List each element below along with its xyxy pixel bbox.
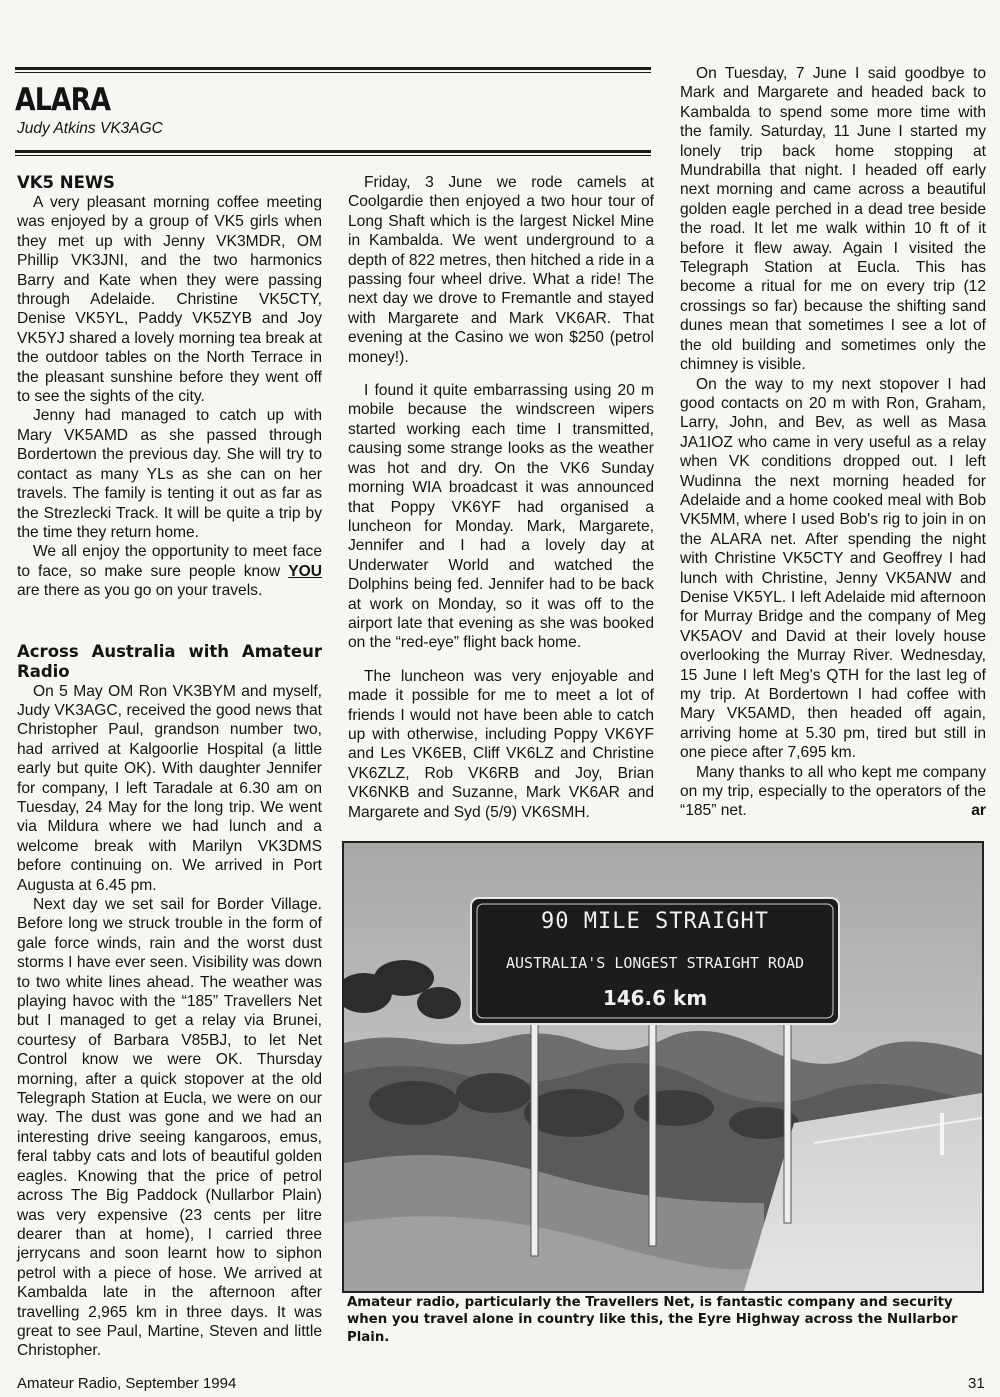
emphasis-you: YOU xyxy=(288,562,322,580)
author-byline: Judy Atkins VK3AGC xyxy=(17,120,163,137)
paragraph: I found it quite embarrassing using 20 m mobile because the windscreen wipers started working each time I transmitted, causing some strange looks as the weather was hot and dry. On the VK6 Sunday morning WIA broadcast it was announced that Poppy VK6YF had organised a luncheon for Monday. Mark, Margarete, Jennifer and I had a lovely day at Underwater World and watched the Dolphins being fed. Jennifer had to be back at work on Monday, so it was off to the airport late that evening as she was booked on the “red-eye” flight back home. xyxy=(348,382,654,652)
section-heading-vk5-news: VK5 NEWS xyxy=(17,173,115,192)
section-rule xyxy=(15,150,651,153)
sign-line-3: 146.6 km xyxy=(602,986,708,1010)
column-2 xyxy=(348,173,654,822)
top-rule xyxy=(15,67,651,70)
footer-publication: Amateur Radio, September 1994 xyxy=(17,1375,237,1392)
paragraph-text: We all enjoy the opportunity to meet face to face, so make sure people know xyxy=(17,543,322,580)
photo-caption: Amateur radio, particularly the Travellers Net, is fantastic company and security when you travel alone in country like this, the Eyre Highway across the Nullarbor Plain. xyxy=(347,1295,958,1345)
paragraph: The luncheon was very enjoyable and made it possible for me to meet a lot of friends I would not have been able to catch up with otherwise, including Poppy VK6YF and Les VK6EB, Cliff VK6LZ and Christine VK6ZLZ, Rob VK6RB and Joy, Brian VK6NKB and Suzanne, Mark VK6AR and Margarete and Syd (5/9) VK6SMH. xyxy=(348,667,654,821)
paragraph: On 5 May OM Ron VK3BYM and myself, Judy VK3AGC, received the good news that Christopher Paul, grandson number two, had arrived at Kalgoorlie Hospital (a little early but quite OK). With daughter Jennifer for company, I left Taradale at 6.30 am on Tuesday, 24 May for the long trip. We went via Mildura where we had lunch and a welcome break with Marilyn VK3DMS before continuing on. We arrived in Port Augusta at 6.45 pm. xyxy=(17,682,322,894)
column-3 xyxy=(680,64,986,821)
section-rule-thin xyxy=(15,155,651,156)
paragraph: Next day we set sail for Border Village. Before long we struck trouble in the form of gale force winds, rain and the worst dust storms I have ever seen. Visibility was down to two white lines ahead. The weather was playing havoc with the “185” Travellers Net but I managed to get a relay via Brunei, courtesy of Barbara V85BJ, to let Net Control know we were OK. Thursday morning, after a quick stopover at the old Telegraph Station at Eucla, we were on our way. The dust was gone and we had an interesting drive seeing kangaroos, emus, feral tabby cats and lots of beautiful golden eagles. Knowing that the price of petrol across The Big Paddock (Nullarbor Plain) was very expensive (23 cents per litre dearer than at home), I carried three jerrycans and soon learnt how to siphon petrol with a piece of hose. We arrived at Kambalda late in the afternoon after travelling 2,965 km in three days. It was great to see Paul, Martine, Steven and little Christopher. xyxy=(17,896,322,1360)
paragraph: Jenny had managed to catch up with Mary VK5AMD as she passed through Bordertown the previous day. She will try to contact as many YLs as she can on her travels. The family is tenting it out as far as the Strezlecki Track. It will be quite a trip by the time they return home. xyxy=(17,407,322,541)
paragraph-text: are there as you go on your travels. xyxy=(17,582,263,600)
column-1 xyxy=(17,173,322,1361)
paragraph: A very pleasant morning coffee meeting was enjoyed by a group of VK5 girls when they met up with Jenny VK3MDR, OM Phillip VK3JNI, and the two harmonics Barry and Kate when they were passing through Adelaide. Christine VK5CTY, Denise VK5YL, Paddy VK5ZYB and Joy VK5YJ shared a lovely morning tea break at the outdoor tables on the North Terrace in the pleasant sunshine before they went off to see the sights of the city. xyxy=(17,194,322,406)
sign-line-1: 90 MILE STRAIGHT xyxy=(541,909,769,934)
footer-page-number: 31 xyxy=(968,1375,985,1392)
section-heading-across-australia: Across Australia with Amateur Radio xyxy=(17,641,322,681)
sign-line-2: AUSTRALIA'S LONGEST STRAIGHT ROAD xyxy=(505,954,804,972)
paragraph-text: Many thanks to all who kept me company on my trip, especially to the operators of the “185” net. xyxy=(680,763,986,820)
top-rule-thin xyxy=(15,72,651,73)
paragraph xyxy=(680,763,986,821)
photo-road-sign xyxy=(342,841,984,1293)
paragraph: On the way to my next stopover I had good contacts on 20 m with Ron, Graham, Larry, John, and Bev, as well as Masa JA1IOZ who came in very useful as a relay when VK conditions dropped out. I left Wudinna the next morning headed for Adelaide and a home cooked meal with Bob VK5MM, where I used Bob's rig to join in on the ALARA net. After spending the night with Christine VK5CTY and Geoffrey I had lunch with Christine, Jenny VK5ANW and Denise VK5YL. I left Adelaide mid afternoon for Murray Bridge and the company of Meg VK5AOV and David at their lovely house overlooking the Murray River. Wednesday, 15 June I left Meg's QTH for the last leg of my trip. At Bordertown I had coffee with Mary VK5AMD, then headed off again, arriving home at 5.30 pm, tired but still in one piece after 7,695 km. xyxy=(680,375,986,762)
end-mark: ar xyxy=(971,802,986,820)
paragraph: On Tuesday, 7 June I said goodbye to Mark and Margarete and headed back to Kambalda to spend some more time with the family. Saturday, 11 June I started my lonely trip back home stopping at Mundrabilla that night. I headed off early next morning and came across a beautiful golden eagle perched in a dead tree beside the road. It let me walk within 10 ft of it before it flew away. Again I visited the Telegraph Station at Eucla. This has become a ritual for me on every trip (12 crossings so far) because the shifting sand dunes mean that sometimes I see a lot of the old building and sometimes only the chimney is visible. xyxy=(680,65,986,374)
paragraph xyxy=(17,542,322,600)
page-title: ALARA xyxy=(15,82,111,118)
paragraph: Friday, 3 June we rode camels at Coolgardie then enjoyed a two hour tour of Long Shaft which is the largest Nickel Mine in Kambalda. We went underground to a depth of 822 metres, then hitched a ride in a passing four wheel drive. What a ride! The next day we drove to Fremantle and stayed with Margarete and Mark VK6AR. That evening at the Casino we won $250 (petrol money!). xyxy=(348,174,654,366)
